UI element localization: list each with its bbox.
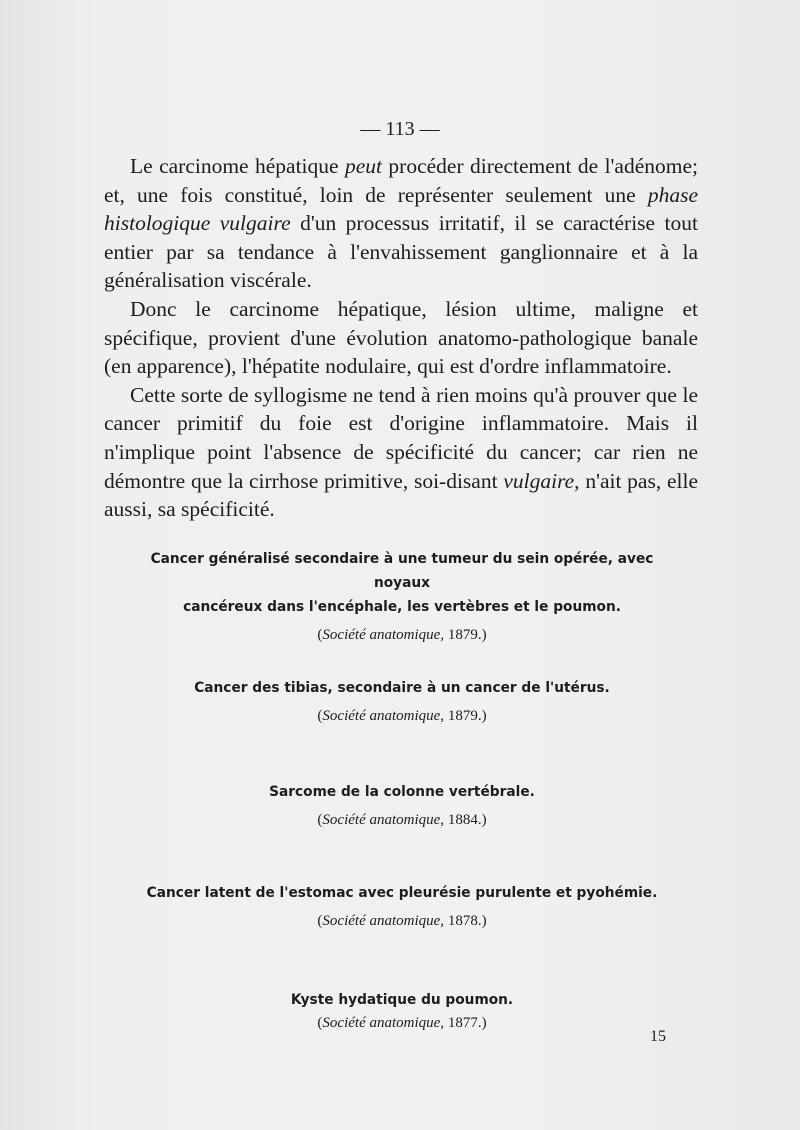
text-run: n'ait pas, elle aussi, sa spécificité. xyxy=(104,468,699,522)
case-title-line: cancéreux dans l'encéphale, les vertèbres et le poumon. xyxy=(183,598,621,615)
case-report-2 xyxy=(104,676,700,727)
source-journal: Société anatomique, xyxy=(322,913,445,929)
text-run-italic: peut xyxy=(344,154,383,178)
case-title-line: Sarcome de la colonne vertébrale. xyxy=(269,783,535,800)
text-run-italic: vulgaire, xyxy=(503,468,580,493)
case-title-line: Kyste hydatique du poumon. xyxy=(290,991,514,1008)
case-title-line: Cancer généralisé secondaire à une tumeur du sein opérée, avec noyaux xyxy=(150,550,654,591)
paragraph-1 xyxy=(104,152,698,295)
paragraph-3 xyxy=(104,381,698,524)
source-journal: Société anatomique, xyxy=(322,708,445,724)
case-report-5 xyxy=(104,988,700,1034)
source-year: 1879.) xyxy=(447,708,487,724)
source-journal: Société anatomique, xyxy=(322,627,445,643)
source-year: 1877.) xyxy=(447,1015,487,1031)
text-run-italic: phase histologique vulgaire xyxy=(104,182,698,236)
case-title-line: Cancer latent de l'estomac avec pleurésie purulente et pyohémie. xyxy=(146,884,658,901)
case-report-3 xyxy=(104,780,700,831)
source-paren: ( xyxy=(317,708,323,724)
text-run: procéder directement de l'adénome; et, une fois constitué, loin de représenter seulement une xyxy=(104,154,699,207)
text-run: d'un processus irritatif, il se caractérise tout entier par sa tendance à l'envahissement ganglionnaire et à la généralisation viscérale. xyxy=(104,211,699,293)
source-paren: ( xyxy=(317,627,323,643)
source-year: 1879.) xyxy=(447,627,487,643)
source-paren: ( xyxy=(317,913,323,929)
case-report-4 xyxy=(104,881,700,932)
text-run: Donc le carcinome hépatique, lésion ultime, maligne et spécifique, provient d'une évolution anatomo-pathologique banale (en apparence), l'hépatite nodulaire, qui est d'ordre inflammatoire. xyxy=(104,296,698,379)
body-text xyxy=(104,152,698,524)
text-run: Le carcinome hépatique xyxy=(130,154,345,178)
source-year: 1884.) xyxy=(447,812,487,828)
text-run: Cette sorte de syllogisme ne tend à rien moins qu'à prouver que le cancer primitif du foie est d'origine inflammatoire. Mais il n'implique point l'absence de spécificité du cancer; car rien ne démontre que la cirrhose primitive, soi-disant xyxy=(104,382,698,493)
paragraph-2 xyxy=(104,295,698,381)
source-year: 1878.) xyxy=(447,913,487,929)
case-report-1 xyxy=(104,547,700,646)
source-journal: Société anatomique, xyxy=(322,1015,445,1031)
source-journal: Société anatomique, xyxy=(322,812,445,828)
page-number: — 113 — xyxy=(360,118,440,140)
source-paren: ( xyxy=(317,812,323,828)
case-source xyxy=(104,910,700,932)
case-source xyxy=(104,1012,700,1034)
case-source xyxy=(104,705,700,727)
case-source xyxy=(104,624,700,646)
source-paren: ( xyxy=(317,1015,323,1031)
case-source xyxy=(104,809,700,831)
case-title-line: Cancer des tibias, secondaire à un cancer de l'utérus. xyxy=(194,679,610,696)
signature-mark: 15 xyxy=(650,1028,666,1045)
